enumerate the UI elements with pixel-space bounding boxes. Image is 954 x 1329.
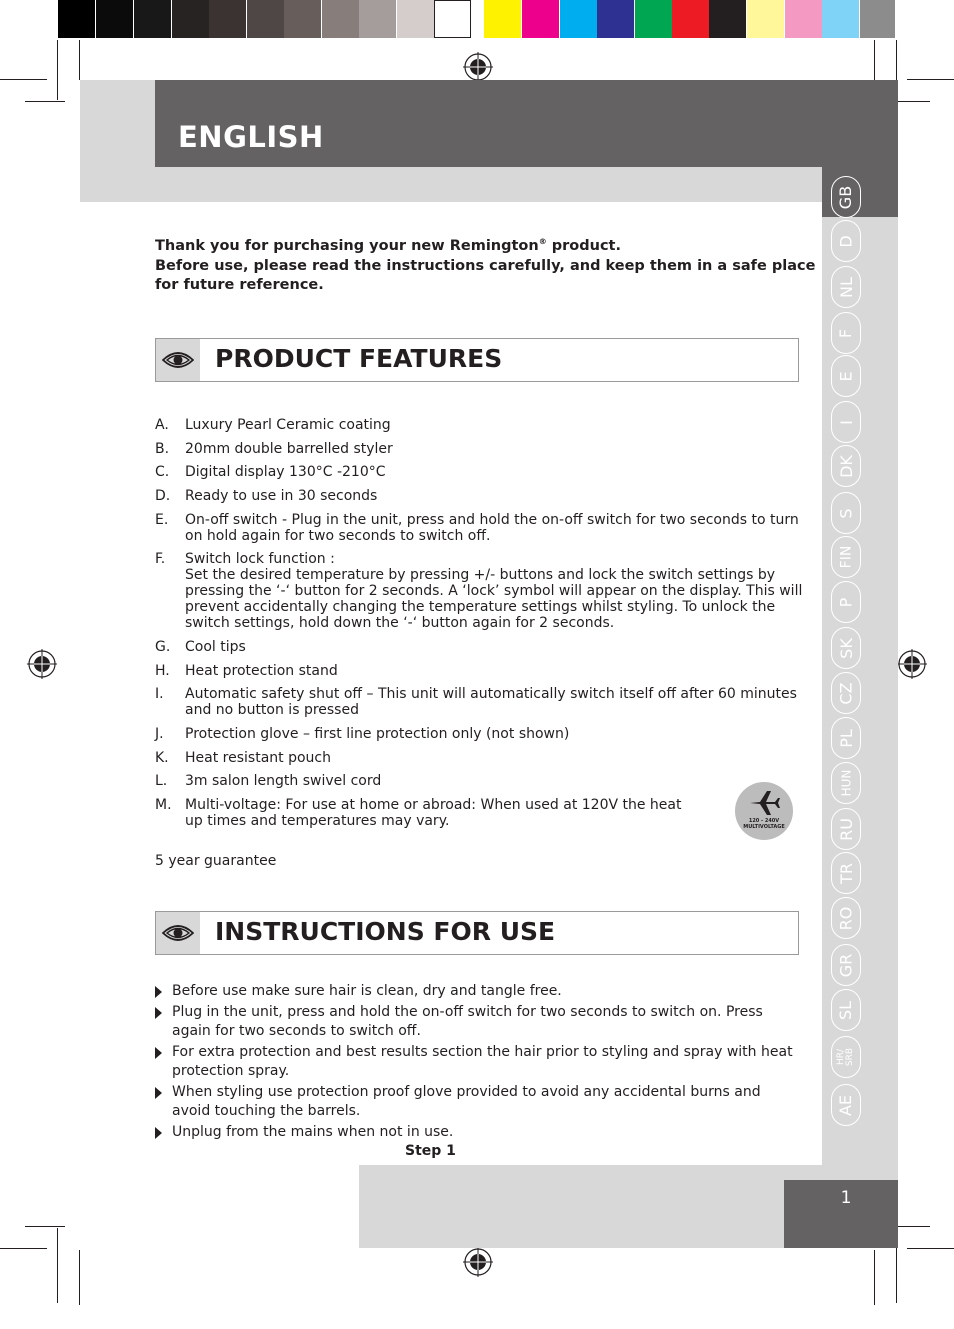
language-tab-s[interactable]: S [831, 492, 861, 534]
bullet-arrow-icon [155, 986, 162, 998]
section-title: PRODUCT FEATURES [215, 344, 503, 373]
language-tab-e[interactable]: E [831, 355, 861, 397]
crop-mark [25, 101, 65, 102]
guarantee-text: 5 year guarantee [155, 853, 277, 869]
language-tab-gr[interactable]: GR [831, 944, 861, 986]
language-tab-fin[interactable]: FIN [831, 536, 861, 578]
page-number: 1 [840, 1188, 852, 1208]
registration-mark-icon [27, 649, 57, 679]
bullet-arrow-icon [155, 1127, 162, 1139]
badge-voltage: 120 - 240V [748, 818, 780, 824]
intro-line-2: Before use, please read the instructions carefully, and keep them in a safe place [155, 258, 816, 274]
language-tab-hun[interactable]: HUN [831, 762, 861, 804]
bullet-arrow-icon [155, 1007, 162, 1019]
color-swatch [597, 0, 634, 38]
color-swatch [247, 0, 284, 38]
language-tab-ro[interactable]: RO [831, 897, 861, 939]
registration-mark-icon [463, 1247, 493, 1277]
bullet-arrow-icon [155, 1047, 162, 1059]
language-tab-i[interactable]: I [831, 401, 861, 443]
color-swatch [822, 0, 859, 38]
color-swatch [709, 0, 746, 38]
crop-mark [0, 79, 47, 80]
language-tab-ae[interactable]: AE [831, 1084, 861, 1126]
crop-mark [25, 1226, 65, 1227]
crop-mark [79, 1250, 80, 1305]
crop-mark [79, 40, 80, 80]
language-tab-nl[interactable]: NL [831, 266, 861, 308]
color-swatch [96, 0, 133, 38]
color-swatch [58, 0, 95, 38]
language-tab-ru[interactable]: RU [831, 808, 861, 850]
registration-mark-icon [463, 52, 493, 82]
product-features-header [155, 338, 799, 382]
color-swatch [434, 0, 471, 38]
language-tab-d[interactable]: D [831, 220, 861, 262]
language-tab-f[interactable]: F [831, 312, 861, 354]
language-tab-sk[interactable]: SK [831, 627, 861, 669]
color-swatch [359, 0, 396, 38]
crop-mark [57, 1228, 58, 1303]
color-swatch [134, 0, 171, 38]
language-tab-pl[interactable]: PL [831, 717, 861, 759]
page-title: ENGLISH [178, 120, 324, 154]
crop-mark [874, 1250, 875, 1305]
language-tab-gb[interactable]: GB [831, 176, 861, 218]
section-title: INSTRUCTIONS FOR USE [215, 917, 556, 946]
crop-mark [907, 79, 954, 80]
color-swatch [522, 0, 559, 38]
language-tab-tr[interactable]: TR [831, 852, 861, 894]
color-swatch [747, 0, 784, 38]
color-swatch [635, 0, 672, 38]
crop-mark [0, 1248, 47, 1249]
language-tab-dk[interactable]: DK [831, 445, 861, 487]
color-swatch [172, 0, 209, 38]
crop-mark [57, 40, 58, 100]
bullet-arrow-icon [155, 1087, 162, 1099]
eye-icon [162, 921, 194, 945]
language-tab-hrsrb[interactable]: HR/ SRB [831, 1036, 861, 1078]
step-label: Step 1 [405, 1143, 456, 1159]
color-swatch [209, 0, 246, 38]
color-swatch [672, 0, 709, 38]
color-swatch [484, 0, 521, 38]
language-tab-cz[interactable]: CZ [831, 672, 861, 714]
badge-label: MULTIVOLTAGE [743, 824, 785, 830]
intro-line-1: Thank you for purchasing your new Remington® product. [155, 237, 621, 254]
language-tab-p[interactable]: P [831, 581, 861, 623]
color-swatch [785, 0, 822, 38]
airplane-icon [748, 790, 780, 816]
color-swatch [860, 0, 895, 38]
crop-mark [874, 40, 875, 80]
color-swatch [560, 0, 597, 38]
instructions-header [155, 911, 799, 955]
color-swatch [397, 0, 434, 38]
color-swatch [284, 0, 321, 38]
multivoltage-badge [735, 782, 793, 840]
intro-line-3: for future reference. [155, 277, 324, 293]
color-swatch [322, 0, 359, 38]
registration-mark-icon [897, 649, 927, 679]
language-tab-sl[interactable]: SL [831, 989, 861, 1031]
crop-mark [907, 1248, 954, 1249]
eye-icon [162, 348, 194, 372]
